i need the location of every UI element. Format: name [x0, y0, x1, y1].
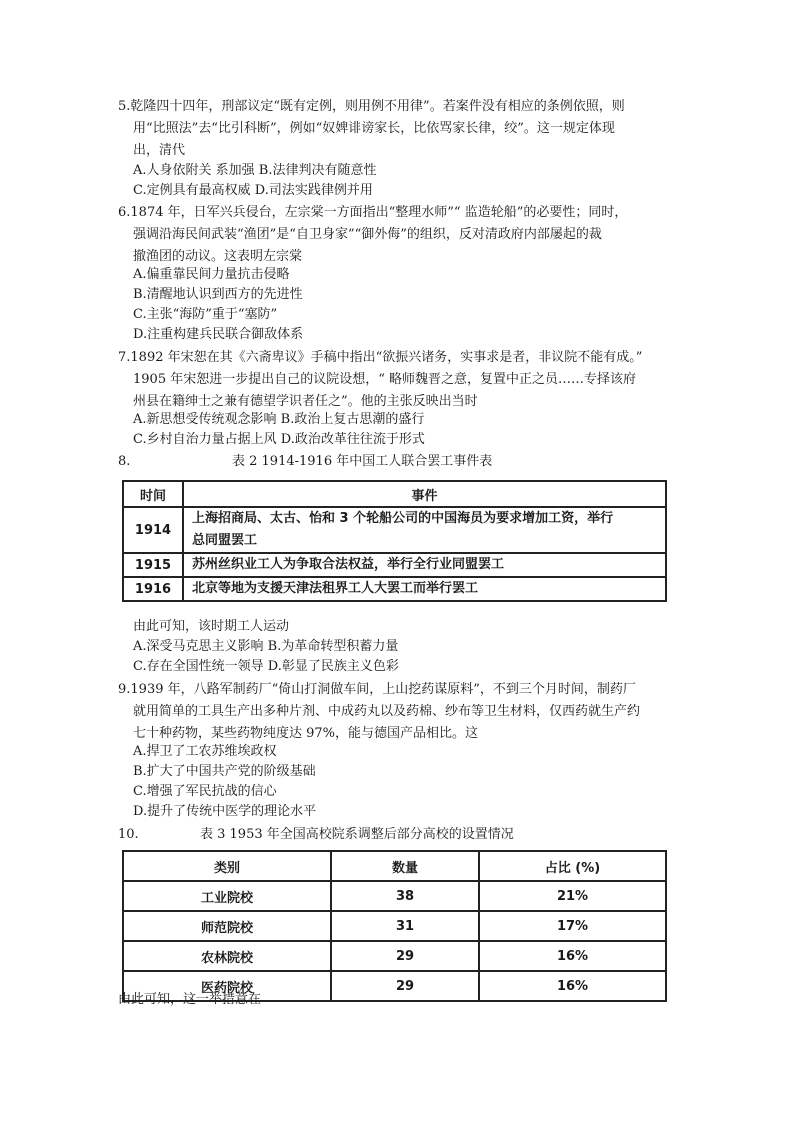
q5-line-2: 用“比照法”去“比引科断”，例如“奴婢诽谤家长，比依骂家长律，绞”。这一规定体现	[133, 121, 615, 136]
table-cell-year: 1915	[123, 553, 183, 577]
q9-option-c: C.增强了军民抗战的信心	[133, 784, 277, 799]
table-row	[123, 941, 666, 971]
table-cell-ratio: 17%	[479, 911, 666, 941]
table-cell-ratio: 16%	[479, 941, 666, 971]
q7-option-cd: C.乡村自治力量占据上风 D.政治改革往往流于形式	[133, 432, 425, 447]
q8-option-cd: C.存在全国性统一领导 D.彰显了民族主义色彩	[133, 659, 399, 674]
table-header-row	[123, 851, 666, 881]
table-row	[123, 577, 666, 601]
q6-line-3: 撤渔团的动议。这表明左宗棠	[133, 249, 303, 264]
table-header-category: 类别	[123, 851, 331, 881]
table-cell-event	[183, 577, 666, 601]
table-cell-count: 31	[331, 911, 479, 941]
table-cell-category: 农林院校	[123, 941, 331, 971]
q10-number: 10.	[118, 827, 139, 842]
table-cell-count: 29	[331, 941, 479, 971]
table-header-count: 数量	[331, 851, 479, 881]
q8-number: 8.	[118, 454, 131, 469]
table-cell-ratio: 16%	[479, 971, 666, 1001]
table-header-event: 事件	[183, 481, 666, 507]
event-line: 苏州丝织业工人为争取合法权益，举行全行业同盟罢工	[192, 557, 505, 572]
table-cell-year: 1916	[123, 577, 183, 601]
event-line: 北京等地为支援天津法租界工人大罢工而举行罢工	[192, 581, 479, 596]
table-cell-category: 医药院校	[123, 971, 331, 1001]
event-line: 总同盟罢工	[192, 533, 258, 548]
q5-line-3: 出，清代	[133, 143, 186, 158]
table-header-time: 时间	[123, 481, 183, 507]
table-row	[123, 553, 666, 577]
q7-line-3: 州县在籍绅士之兼有德望学识者任之”。他的主张反映出当时	[133, 394, 478, 409]
q7-option-ab: A.新思想受传统观念影响 B.政治上复古思潮的盛行	[133, 412, 425, 427]
q6-option-d: D.注重构建兵民联合御敌体系	[133, 327, 304, 342]
table-cell-event	[183, 553, 666, 577]
q5-option-ab: A.人身依附关 系加强 B.法律判决有随意性	[133, 163, 377, 178]
event-line: 上海招商局、太古、怡和 3 个轮船公司的中国海员为要求增加工资，举行	[192, 511, 614, 526]
q9-option-a: A.捍卫了工农苏维埃政权	[133, 744, 277, 759]
q10-stem: 由此可知，这一举措意在	[118, 992, 262, 1007]
table3	[122, 850, 667, 1002]
table-cell-count: 38	[331, 881, 479, 911]
table-cell-count: 29	[331, 971, 479, 1001]
q8-stem: 由此可知，该时期工人运动	[133, 619, 290, 634]
q6-line-1: 6.1874 年，日军兴兵侵台，左宗棠一方面指出“整理水师”“ 监造轮船”的必要性；同时，	[118, 205, 628, 220]
q9-line-3: 七十种药物，某些药物纯度达 97%，能与德国产品相比。这	[133, 726, 479, 741]
q6-line-2: 强调沿海民间武装“渔团”是“自卫身家”“御外侮”的组织，反对清政府内部屡起的裁	[133, 227, 602, 242]
q6-option-c: C.主张“海防”重于“塞防”	[133, 307, 278, 322]
q6-option-b: B.清醒地认识到西方的先进性	[133, 287, 303, 302]
table-row	[123, 881, 666, 911]
table-row	[123, 911, 666, 941]
q8-option-ab: A.深受马克思主义影响 B.为革命转型积蓄力量	[133, 639, 399, 654]
q9-option-d: D.提升了传统中医学的理论水平	[133, 804, 317, 819]
q6-option-a: A.偏重靠民间力量抗击侵略	[133, 267, 290, 282]
table-header-ratio: 占比 (%)	[479, 851, 666, 881]
q9-option-b: B.扩大了中国共产党的阶级基础	[133, 764, 316, 779]
q9-line-1: 9.1939 年，八路军制药厂“倚山打洞做车间，上山挖药谋原料”，不到三个月时间，制药厂	[118, 682, 636, 697]
table2	[122, 480, 667, 602]
q9-line-2: 就用简单的工具生产出多种片剂、中成药丸以及药棉、纱布等卫生材料，仅西药就生产约	[133, 704, 641, 719]
q7-line-2: 1905 年宋恕进一步提出自己的议院设想，“ 略师魏晋之意，复置中正之员……专择该府	[133, 372, 636, 387]
table3-caption: 表 3 1953 年全国高校院系调整后部分高校的设置情况	[200, 827, 514, 842]
table-cell-event	[183, 507, 666, 553]
q5-line-1: 5.乾隆四十四年，刑部议定“既有定例，则用例不用律”。若案件没有相应的条例依照，则	[118, 99, 625, 114]
table-header-row	[123, 481, 666, 507]
table-cell-category: 师范院校	[123, 911, 331, 941]
q5-option-cd: C.定例具有最高权威 D.司法实践律例并用	[133, 183, 373, 198]
q7-line-1: 7.1892 年宋恕在其《六斋卑议》手稿中指出“欲振兴诸务，实事求是者，非议院不能有成。”	[118, 350, 643, 365]
table-cell-ratio: 21%	[479, 881, 666, 911]
table2-caption: 表 2 1914-1916 年中国工人联合罢工事件表	[232, 454, 493, 469]
table-cell-year: 1914	[123, 507, 183, 553]
table-cell-category: 工业院校	[123, 881, 331, 911]
table-row	[123, 507, 666, 553]
